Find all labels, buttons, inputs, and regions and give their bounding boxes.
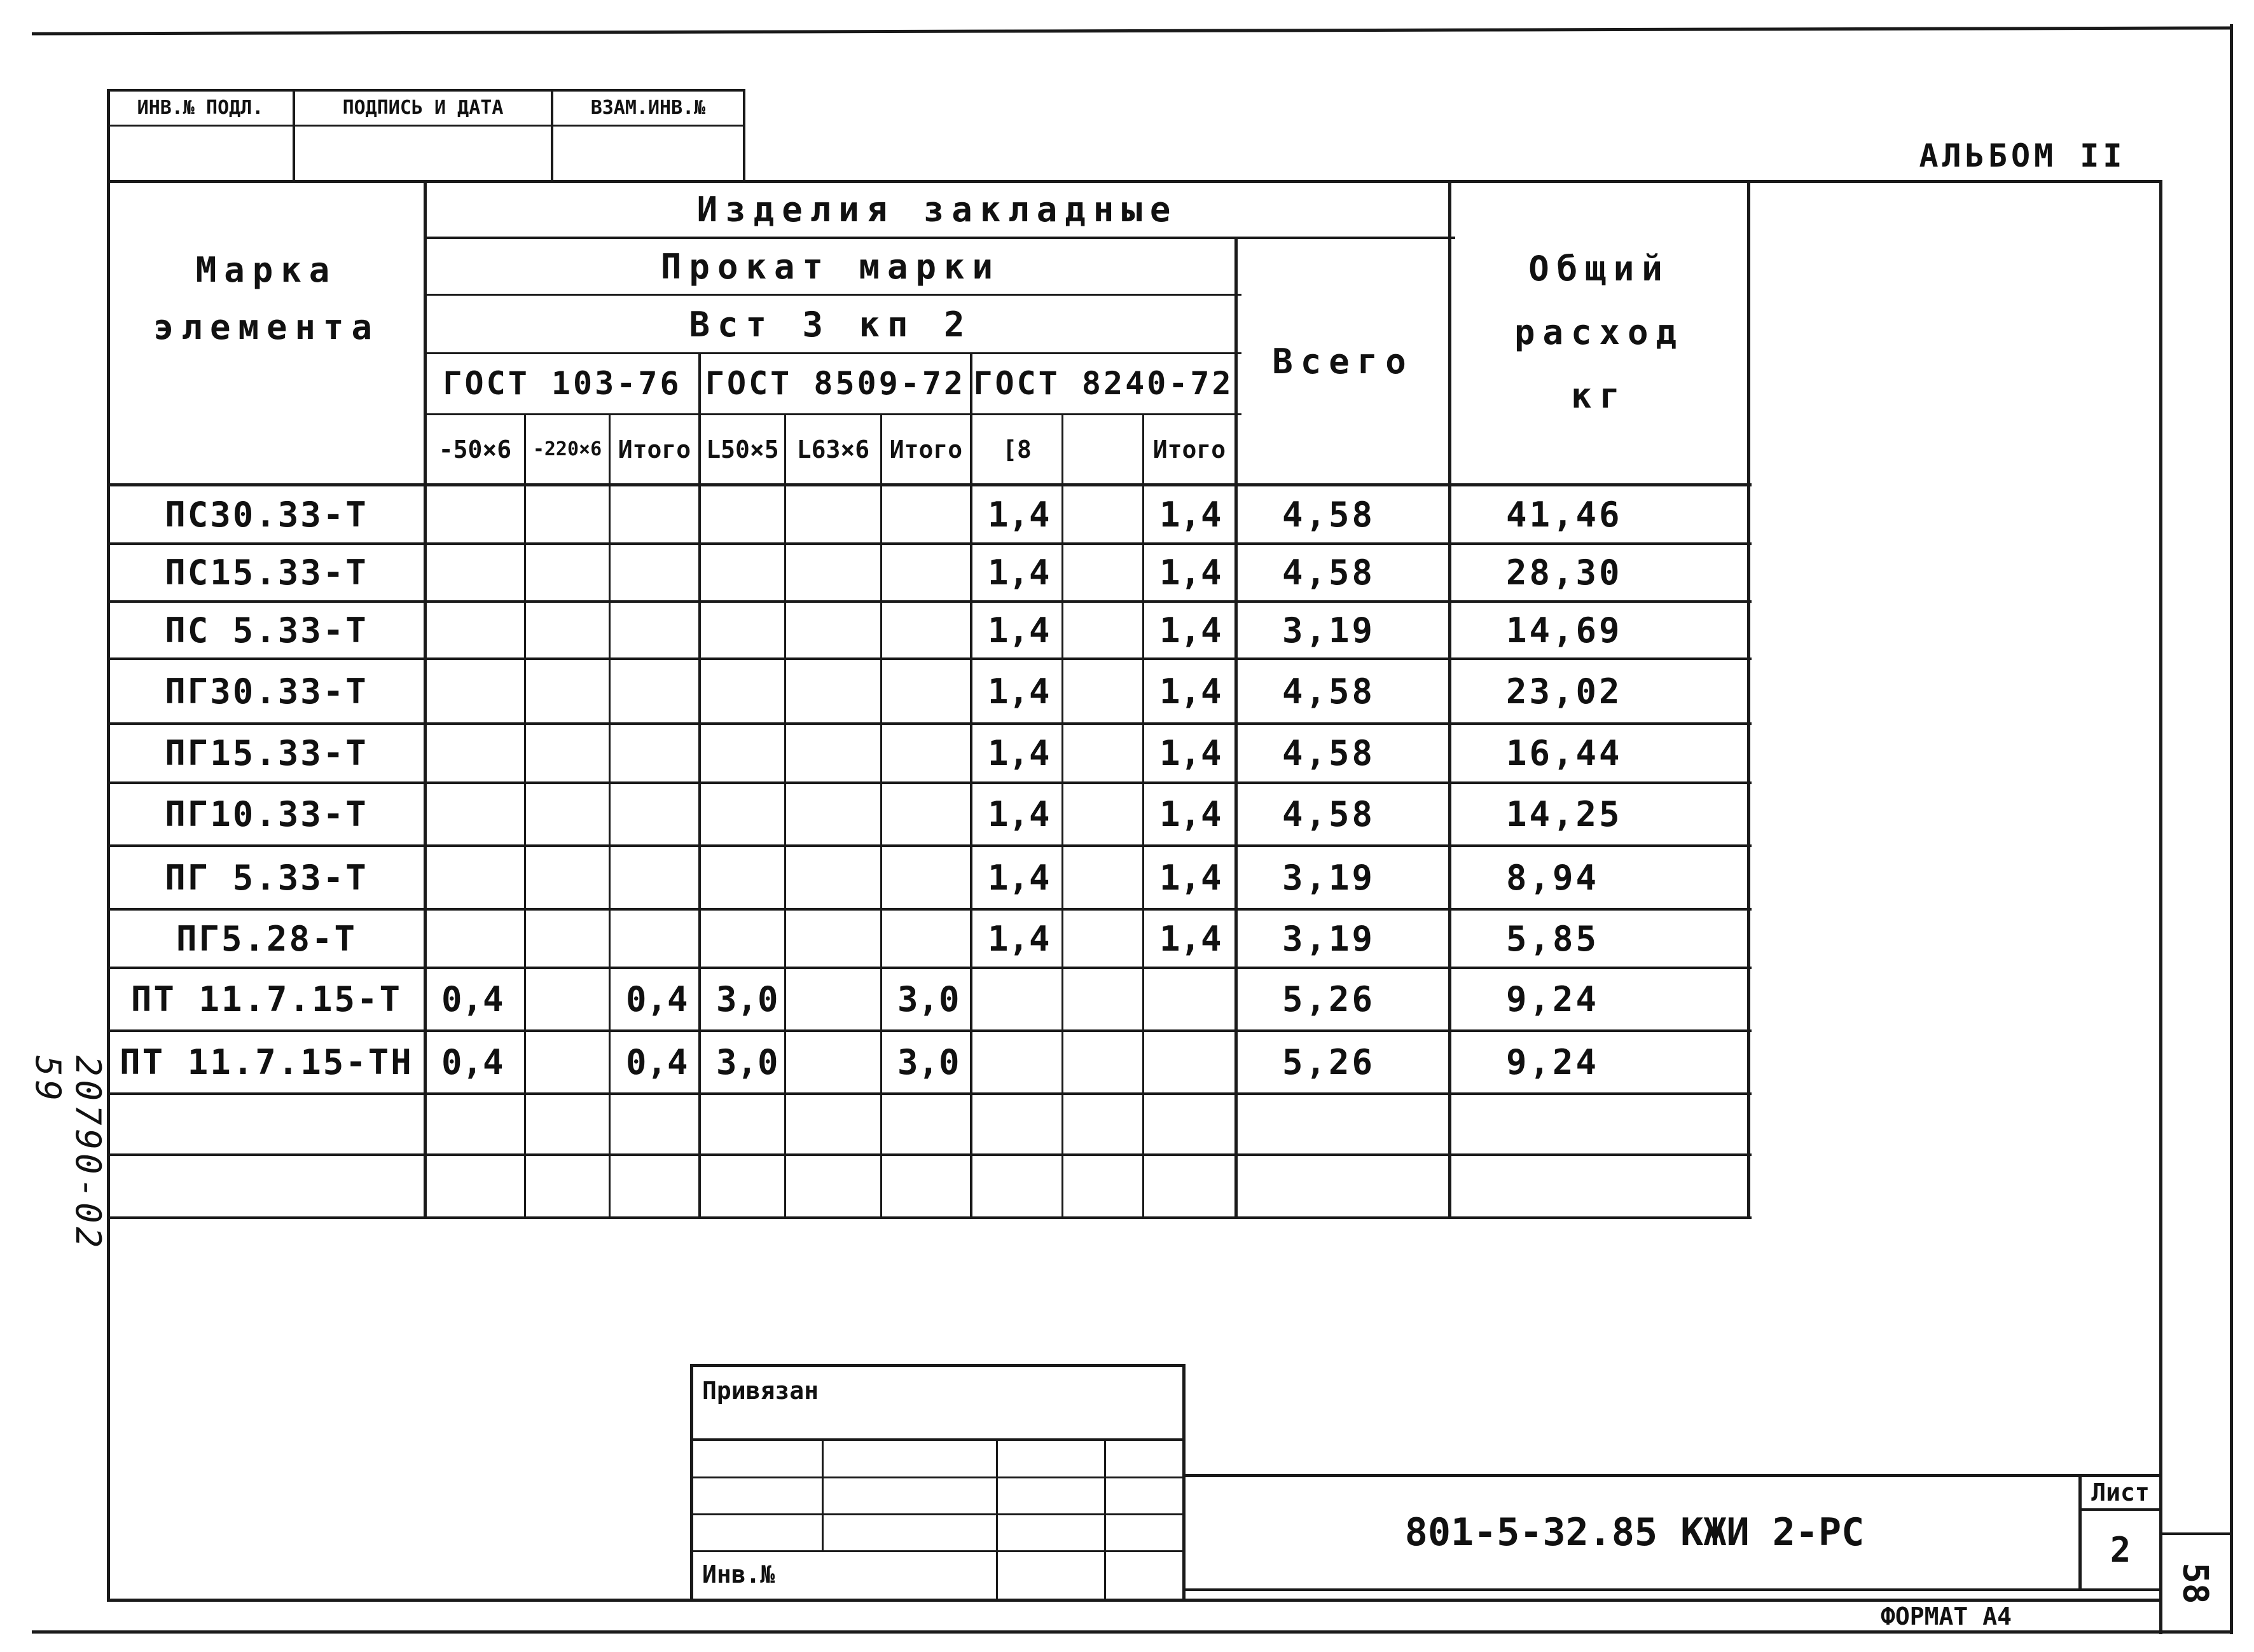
row-cell <box>1063 783 1142 846</box>
row-cell <box>611 1094 698 1155</box>
side-number: 20790-02 59 <box>28 1056 108 1252</box>
row-cell: 1,4 <box>988 671 1050 712</box>
row-cell <box>786 486 880 544</box>
header-mark-text: Марка элемента <box>153 250 380 347</box>
row-cell: 1,4 <box>988 553 1050 593</box>
row-cell <box>786 909 880 968</box>
row-cell <box>882 1155 970 1218</box>
row-cell <box>786 724 880 783</box>
subheader-7: [8 <box>1002 435 1032 464</box>
row-cell <box>1063 544 1142 602</box>
row-mark: ПГ 5.33-Т <box>165 857 368 898</box>
row-cell: 1,4 <box>1159 495 1222 535</box>
row-cell <box>1063 1094 1142 1155</box>
row-total: 4,58 <box>1282 495 1376 535</box>
row-cell <box>426 486 524 544</box>
bound-h3 <box>690 1513 1185 1515</box>
subheader-8 <box>1063 415 1142 483</box>
row-cell <box>526 846 609 909</box>
row-mark <box>109 1094 424 1155</box>
row-mark: ПГ10.33-Т <box>165 794 368 834</box>
row-cell <box>1063 1155 1142 1218</box>
header-gost2: ГОСТ 8509-72 <box>705 365 966 402</box>
subheader-5: L63×6 <box>796 435 870 464</box>
subheader-3: Итого <box>618 435 691 464</box>
header-rolled: Прокат марки <box>660 246 1001 287</box>
row-general <box>1451 1094 1747 1155</box>
row-mark: ПГ15.33-Т <box>165 733 368 773</box>
row-total: 4,58 <box>1282 794 1376 834</box>
format-label: ФОРМАТ А4 <box>1881 1602 2012 1630</box>
row-general: 16,44 <box>1506 733 1622 773</box>
row-mark: ПС30.33-Т <box>165 495 368 535</box>
row-cell: 0,4 <box>441 1042 504 1082</box>
row-cell <box>526 1094 609 1155</box>
row-cell <box>972 1031 1061 1094</box>
row-cell <box>786 1094 880 1155</box>
row-cell: 0,4 <box>626 1042 688 1082</box>
row-cell: 0,4 <box>441 979 504 1019</box>
row-cell <box>1063 909 1142 968</box>
row-cell: 1,4 <box>1159 610 1222 650</box>
row-cell <box>786 968 880 1031</box>
row-cell <box>426 659 524 724</box>
row-cell <box>611 602 698 659</box>
row-general: 5,85 <box>1506 918 1600 959</box>
row-cell <box>972 1155 1061 1218</box>
row-total: 3,19 <box>1282 857 1376 898</box>
row-cell: 0,4 <box>626 979 688 1019</box>
row-mark: ПТ 11.7.15-Т <box>130 979 403 1019</box>
row-total: 3,19 <box>1282 610 1376 650</box>
row-cell <box>526 486 609 544</box>
row-general: 28,30 <box>1506 553 1622 593</box>
row-cell: 1,4 <box>1159 553 1222 593</box>
table-line-h-rolled <box>425 294 1241 296</box>
row-cell <box>701 602 784 659</box>
row-cell <box>701 659 784 724</box>
row-cell <box>882 846 970 909</box>
row-general: 14,25 <box>1506 794 1622 834</box>
row-total <box>1238 1155 1448 1218</box>
row-general: 9,24 <box>1506 1042 1600 1082</box>
bound-v1 <box>822 1438 824 1552</box>
row-cell <box>1144 1155 1234 1218</box>
row-cell <box>701 544 784 602</box>
row-cell <box>786 1031 880 1094</box>
title-top-line <box>1184 1474 2161 1477</box>
row-cell <box>526 544 609 602</box>
row-cell <box>882 783 970 846</box>
bound-label: Привязан <box>702 1377 819 1405</box>
row-cell <box>882 659 970 724</box>
row-general: 23,02 <box>1506 671 1622 712</box>
row-total: 5,26 <box>1282 979 1376 1019</box>
header-general-text: Общий расход кг <box>1514 249 1685 416</box>
row-cell <box>1063 846 1142 909</box>
row-cell <box>882 486 970 544</box>
bound-v2 <box>996 1438 998 1600</box>
row-cell <box>611 544 698 602</box>
bound-h1 <box>690 1438 1185 1441</box>
row-cell: 1,4 <box>1159 733 1222 773</box>
row-total: 4,58 <box>1282 671 1376 712</box>
stamp-signature-label: ПОДПИСЬ И ДАТА <box>342 96 504 119</box>
row-mark: ПТ 11.7.15-ТН <box>120 1042 413 1082</box>
col-line-end <box>1747 180 1750 1218</box>
row-mark: ПГ5.28-Т <box>176 918 357 959</box>
row-cell <box>426 846 524 909</box>
sheet-number: 2 <box>2110 1529 2131 1570</box>
row-cell <box>701 486 784 544</box>
bound-v3 <box>1104 1438 1106 1600</box>
row-cell <box>526 602 609 659</box>
stamp-inv-label: ИНВ.№ ПОДЛ. <box>137 96 264 119</box>
row-cell <box>526 968 609 1031</box>
row-general: 8,94 <box>1506 857 1600 898</box>
row-cell <box>701 783 784 846</box>
row-cell <box>701 1155 784 1218</box>
row-cell: 1,4 <box>988 794 1050 834</box>
row-cell <box>426 602 524 659</box>
row-cell: 1,4 <box>1159 794 1222 834</box>
row-general: 9,24 <box>1506 979 1600 1019</box>
inv-label: Инв.№ <box>702 1560 775 1588</box>
row-cell <box>701 909 784 968</box>
row-cell: 1,4 <box>988 857 1050 898</box>
top-border-line <box>32 26 2232 35</box>
row-total: 3,19 <box>1282 918 1376 959</box>
row-mark: ПС15.33-Т <box>165 553 368 593</box>
row-cell <box>526 1155 609 1218</box>
row-cell: 1,4 <box>1159 857 1222 898</box>
header-steel: Вст 3 кп 2 <box>689 304 972 345</box>
header-general <box>1451 182 1747 483</box>
row-cell <box>526 1031 609 1094</box>
row-cell <box>611 783 698 846</box>
row-cell: 1,4 <box>988 733 1050 773</box>
row-general: 14,69 <box>1506 610 1622 650</box>
row-cell: 3,0 <box>716 979 778 1019</box>
bound-right-line <box>1182 1364 1186 1600</box>
row-cell: 1,4 <box>988 918 1050 959</box>
row-cell <box>786 846 880 909</box>
row-cell <box>701 846 784 909</box>
title-bottom-line <box>1184 1588 2161 1591</box>
stamp-replace-label: ВЗАМ.ИНВ.№ <box>590 96 706 119</box>
subheader-4: L50×5 <box>706 435 779 464</box>
row-cell <box>972 968 1061 1031</box>
row-cell <box>786 602 880 659</box>
row-cell <box>701 724 784 783</box>
row-cell <box>611 486 698 544</box>
row-cell <box>1063 486 1142 544</box>
row-total <box>1238 1094 1448 1155</box>
row-mark <box>109 1155 424 1218</box>
row-cell <box>611 846 698 909</box>
row-cell: 3,0 <box>897 979 960 1019</box>
row-cell <box>526 659 609 724</box>
row-cell <box>1144 1031 1234 1094</box>
row-cell <box>786 1155 880 1218</box>
row-cell <box>786 544 880 602</box>
row-cell <box>882 602 970 659</box>
row-cell <box>786 659 880 724</box>
album-label: АЛЬБОМ II <box>1919 137 2126 174</box>
frame-right-line <box>2159 180 2162 1634</box>
row-cell <box>882 909 970 968</box>
sheet-label: Лист <box>2091 1478 2150 1506</box>
row-cell: 3,0 <box>897 1042 960 1082</box>
stamp-mid-line <box>107 125 745 127</box>
row-cell <box>426 544 524 602</box>
header-gost3: ГОСТ 8240-72 <box>973 365 1234 402</box>
header-total: Всего <box>1272 341 1414 382</box>
row-cell <box>882 1094 970 1155</box>
row-cell <box>426 1094 524 1155</box>
row-cell <box>611 659 698 724</box>
row-cell <box>1063 968 1142 1031</box>
row-cell: 3,0 <box>716 1042 778 1082</box>
header-mark <box>109 235 424 362</box>
subheader-1: -50×6 <box>438 435 512 464</box>
row-cell: 1,4 <box>988 610 1050 650</box>
row-cell <box>972 1094 1061 1155</box>
row-cell <box>426 783 524 846</box>
bound-h2 <box>690 1476 1185 1478</box>
row-cell <box>1144 968 1234 1031</box>
row-cell <box>526 909 609 968</box>
stamp-div3 <box>743 89 745 181</box>
row-cell <box>1063 724 1142 783</box>
row-cell <box>611 1155 698 1218</box>
row-cell <box>1063 659 1142 724</box>
page-number: 58 <box>2176 1562 2216 1604</box>
row-total: 4,58 <box>1282 733 1376 773</box>
row-cell <box>526 783 609 846</box>
subheader-6: Итого <box>889 435 963 464</box>
row-total: 5,26 <box>1282 1042 1376 1082</box>
row-cell <box>426 909 524 968</box>
subheader-2: -220×6 <box>532 438 602 460</box>
row-mark: ПГ30.33-Т <box>165 671 368 712</box>
right-border-line <box>2230 24 2233 1634</box>
row-cell: 1,4 <box>1159 671 1222 712</box>
row-cell <box>882 544 970 602</box>
page-box-top <box>2159 1532 2232 1535</box>
subheader-9: Итого <box>1152 435 1226 464</box>
row-cell <box>1063 1031 1142 1094</box>
doc-code: 801-5-32.85 КЖИ 2-РС <box>1404 1510 1865 1555</box>
row-cell: 1,4 <box>988 495 1050 535</box>
row-total: 4,58 <box>1282 553 1376 593</box>
row-general: 41,46 <box>1506 495 1622 535</box>
row-cell <box>611 909 698 968</box>
row-cell <box>611 724 698 783</box>
row-cell <box>526 724 609 783</box>
row-cell <box>701 1094 784 1155</box>
bound-top-line <box>690 1364 1185 1367</box>
row-mark: ПС 5.33-Т <box>165 610 368 650</box>
row-cell <box>426 1155 524 1218</box>
row-general <box>1451 1155 1747 1218</box>
row-cell <box>786 783 880 846</box>
header-gost1: ГОСТ 103-76 <box>443 365 682 402</box>
row-cell <box>1063 602 1142 659</box>
header-products: Изделия закладные <box>696 189 1179 230</box>
row-cell: 1,4 <box>1159 918 1222 959</box>
row-cell <box>882 724 970 783</box>
row-cell <box>426 724 524 783</box>
row-cell <box>1144 1094 1234 1155</box>
